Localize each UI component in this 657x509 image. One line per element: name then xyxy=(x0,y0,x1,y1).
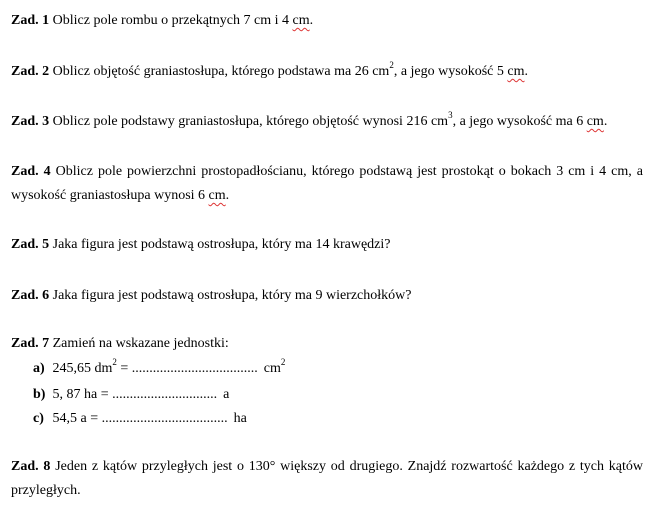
task-punct: . xyxy=(309,13,314,28)
conversion-expression: 245,65 dm xyxy=(52,361,113,376)
task-text: Oblicz pole podstawy graniastosłupa, którego objętość wynosi 216 cm xyxy=(52,114,449,129)
task-punct: . xyxy=(524,64,528,79)
task-label: Zad. 2 xyxy=(11,64,50,79)
conversion-c xyxy=(33,409,247,429)
task-text: , a jego wysokość ma 6 xyxy=(452,114,587,129)
task-label: Zad. 3 xyxy=(11,114,50,129)
task-label: Zad. 5 xyxy=(11,237,50,252)
task-4 xyxy=(11,160,643,208)
superscript: 2 xyxy=(280,357,286,368)
target-unit: a xyxy=(223,387,230,402)
task-text: Jaka figura jest podstawą ostrosłupa, który ma 9 wierzchołków? xyxy=(52,288,412,303)
item-label: a) xyxy=(33,361,45,376)
task-1 xyxy=(11,9,643,33)
spellcheck-word[interactable]: cm xyxy=(507,64,525,79)
task-label: Zad. 6 xyxy=(11,288,50,303)
conversion-expression: 54,5 a xyxy=(52,411,87,426)
conversion-b xyxy=(33,385,229,405)
target-unit: ha xyxy=(233,411,247,426)
task-label: Zad. 8 xyxy=(11,459,51,474)
answer-blank[interactable]: .............................. xyxy=(112,387,218,402)
task-text: Jaka figura jest podstawą ostrosłupa, który ma 14 krawędzi? xyxy=(52,237,391,252)
task-label: Zad. 4 xyxy=(11,164,51,179)
task-6 xyxy=(11,284,643,308)
answer-blank[interactable]: .................................... xyxy=(131,361,258,376)
task-punct: . xyxy=(225,188,230,203)
task-text: Oblicz objętość graniastosłupa, którego podstawa ma 26 cm xyxy=(52,64,390,79)
conversion-a xyxy=(33,359,285,379)
superscript: 3 xyxy=(448,110,453,121)
task-label: Zad. 7 xyxy=(11,336,50,351)
answer-blank[interactable]: .................................... xyxy=(101,411,228,426)
task-7 xyxy=(11,332,643,356)
item-label: c) xyxy=(33,411,44,426)
task-3 xyxy=(11,110,643,134)
task-8 xyxy=(11,455,643,503)
superscript: 2 xyxy=(389,60,394,71)
superscript: 2 xyxy=(112,357,117,368)
task-text: , a jego wysokość 5 xyxy=(393,64,508,79)
equals-sign: = xyxy=(97,387,113,402)
equals-sign: = xyxy=(116,361,132,376)
spellcheck-word[interactable]: cm xyxy=(586,114,604,129)
task-punct: . xyxy=(603,114,608,129)
task-text: Jeden z kątów przyległych jest o 130° większy od drugiego. Znajdź rozwartość każdego z tych kątów przyległych. xyxy=(11,459,644,498)
conversion-expression: 5, 87 ha xyxy=(52,387,98,402)
equals-sign: = xyxy=(86,411,102,426)
target-unit: cm xyxy=(263,361,281,376)
task-2 xyxy=(11,60,643,84)
task-text: Oblicz pole powierzchni prostopadłościanu, którego podstawą jest prostokąt o bokach 3 cm i 4 cm, a wysokość graniastosłupa wynosi 6 xyxy=(11,164,643,203)
task-text: Zamień na wskazane jednostki: xyxy=(52,336,229,351)
item-label: b) xyxy=(33,387,46,402)
task-text: Oblicz pole rombu o przekątnych 7 cm i 4 xyxy=(52,13,293,28)
task-5 xyxy=(11,233,643,257)
task-label: Zad. 1 xyxy=(11,13,50,28)
spellcheck-word[interactable]: cm xyxy=(208,188,226,203)
spellcheck-word[interactable]: cm xyxy=(292,13,310,28)
